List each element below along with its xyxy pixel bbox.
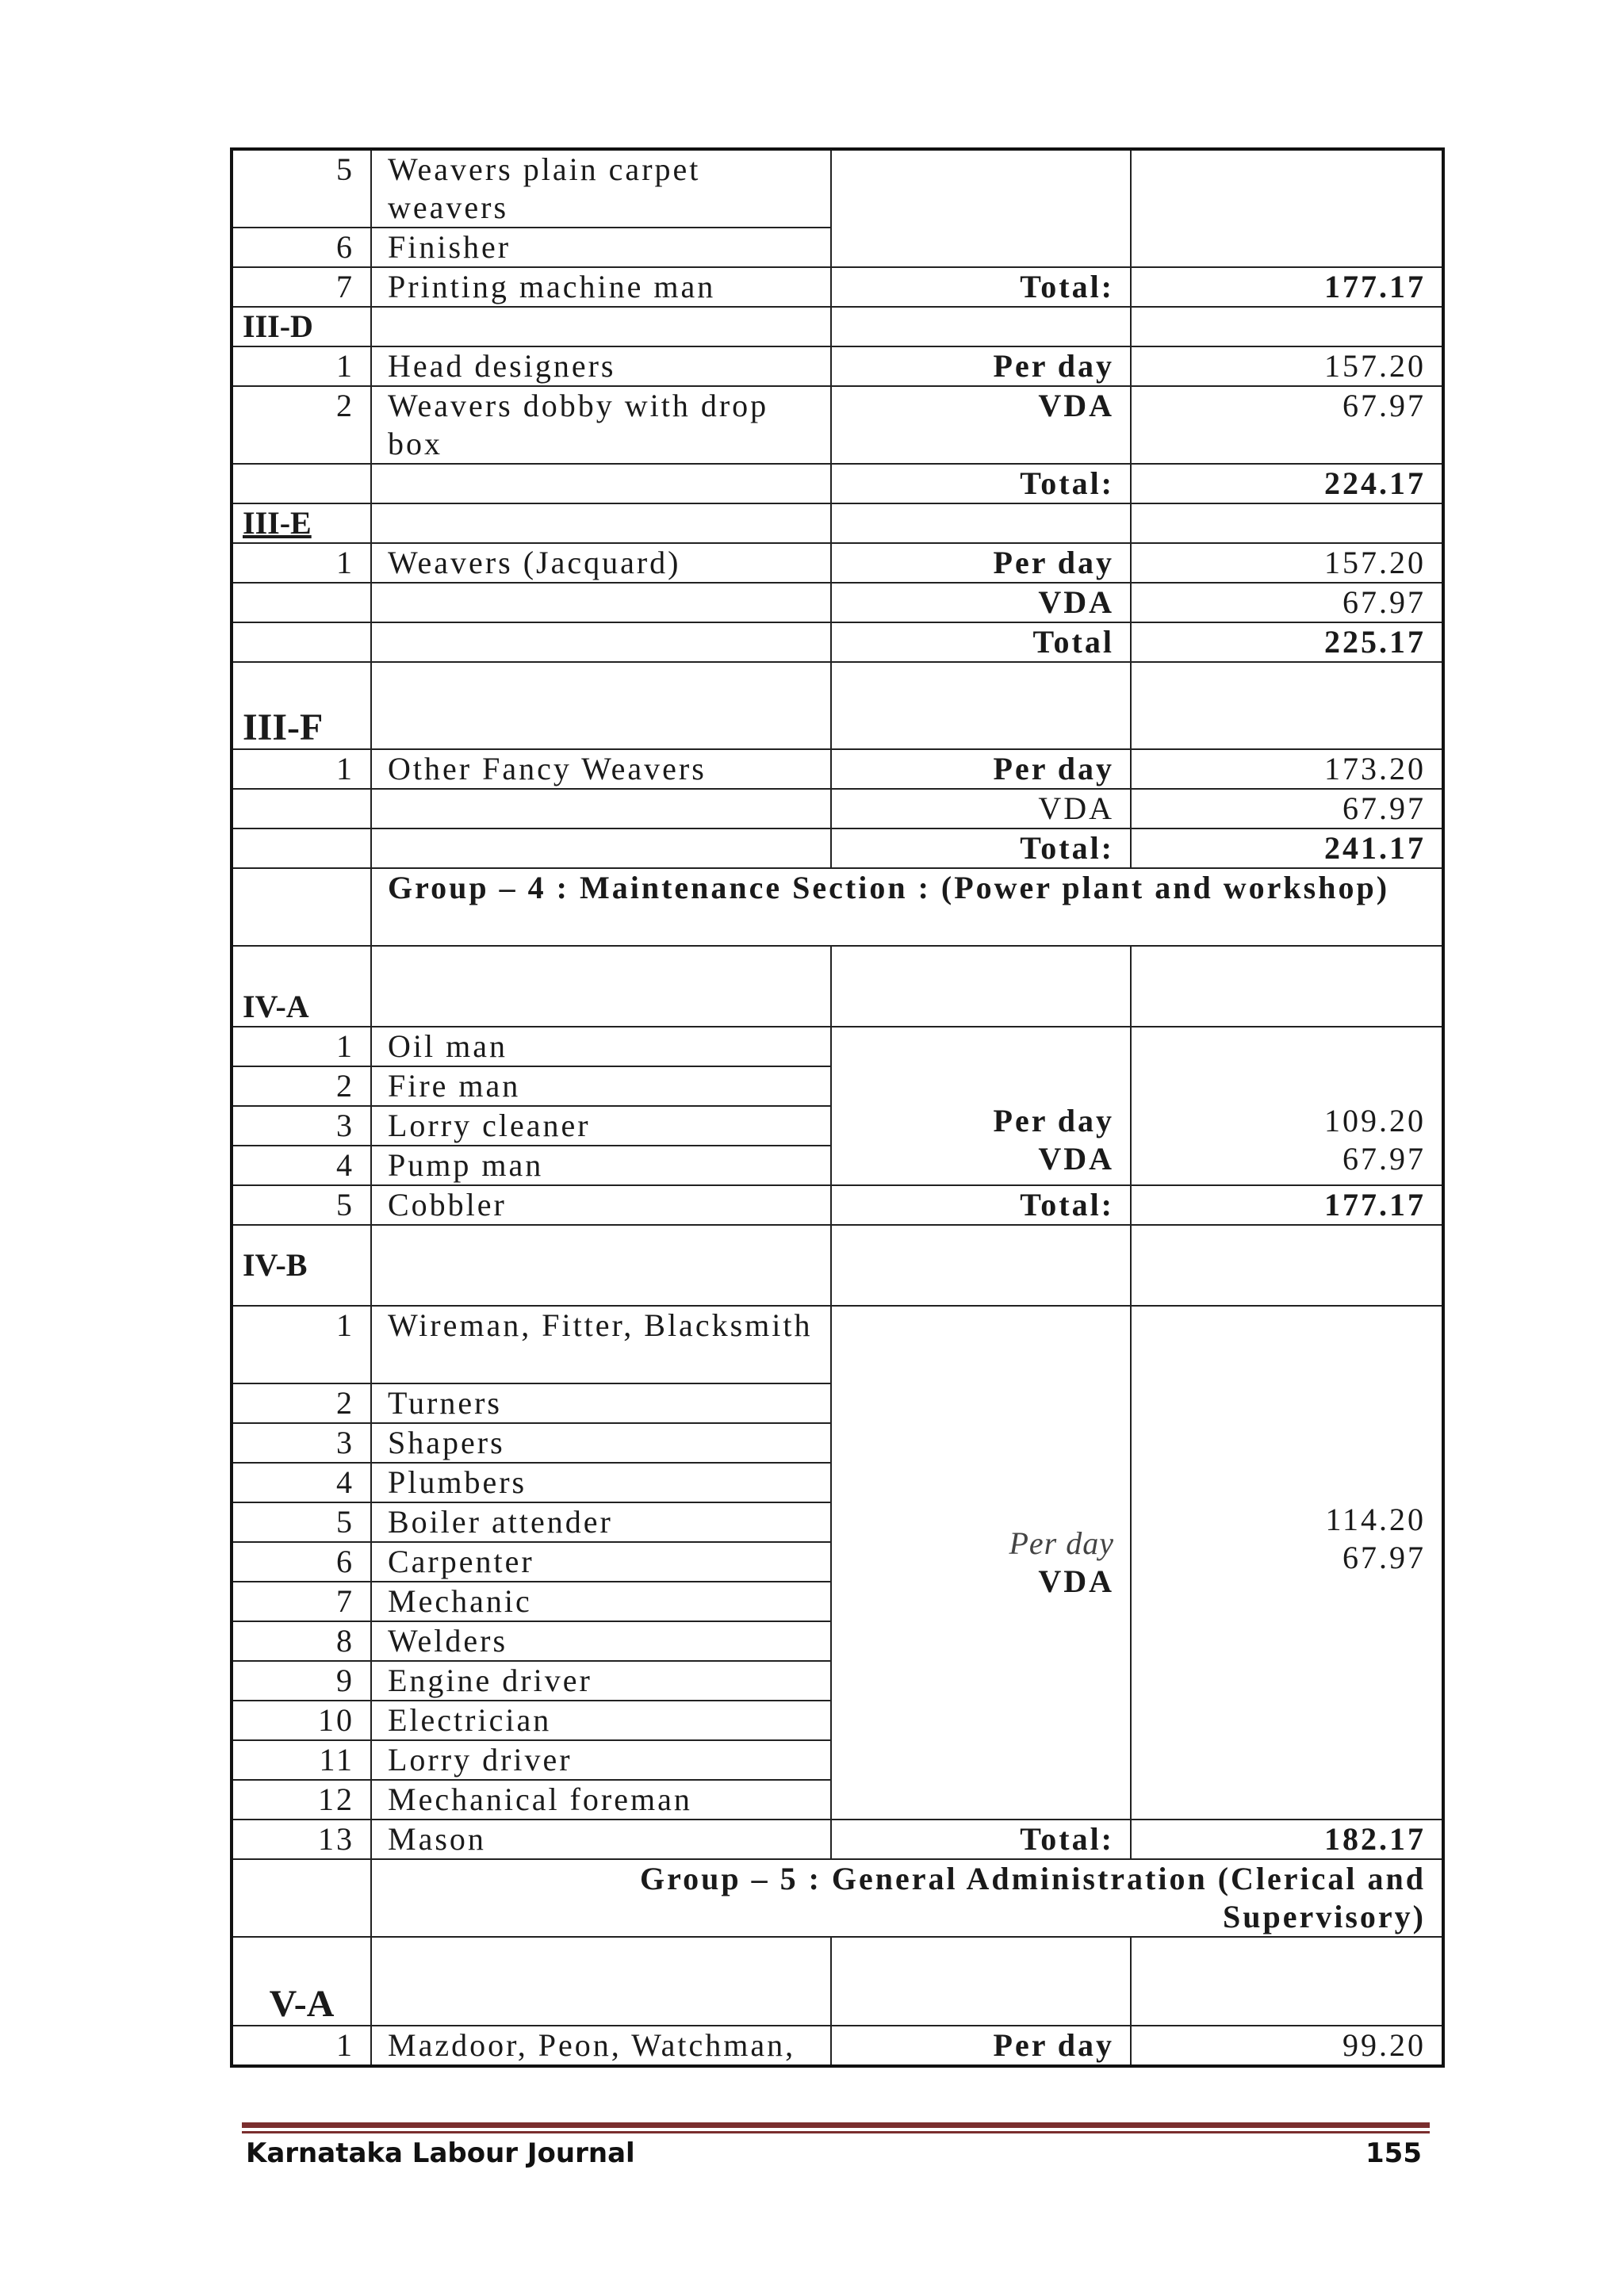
table-row [232,583,1443,622]
occupation-name: Boiler attender [371,1502,831,1542]
wage-label: Total [831,622,1131,662]
wage-label: Per day [993,1103,1114,1138]
page-number: 155 [1365,2137,1422,2169]
wage-total: 177.17 [1131,267,1443,307]
serial-number: 7 [232,1582,371,1621]
wage-value: 157.20 [1131,543,1443,583]
occupation-name: Turners [371,1383,831,1423]
occupation-name: Pump man [371,1146,831,1185]
occupation-name: Electrician [371,1701,831,1740]
wage-label: Total: [831,828,1131,868]
section-code: III-E [243,505,312,541]
wage-label-cell [831,1306,1131,1820]
serial-number: 1 [232,2026,371,2066]
wage-label: Total: [831,464,1131,503]
occupation-name: Other Fancy Weavers [371,749,831,789]
section-code: III-F [243,706,324,748]
wage-total: 225.17 [1131,622,1443,662]
wage-value: 173.20 [1131,749,1443,789]
table-row [232,1185,1443,1225]
wage-label: Per day [1009,1525,1114,1561]
occupation-name: Welders [371,1621,831,1661]
serial-number: 10 [232,1701,371,1740]
wage-label-cell [831,1027,1131,1185]
wage-label: Total: [831,1820,1131,1859]
wage-label: VDA [831,789,1131,828]
occupation-name: Mazdoor, Peon, Watchman, [371,2026,831,2066]
serial-number: 2 [232,386,371,464]
occupation-name: Wireman, Fitter, Blacksmith [371,1306,831,1383]
wage-value: 109.20 [1324,1103,1426,1138]
wage-label: Total: [831,1185,1131,1225]
serial-number: 6 [232,1542,371,1582]
footer-rule [242,2131,1430,2133]
table-row [232,749,1443,789]
wage-label: Per day [831,543,1131,583]
wage-label: Total: [831,267,1131,307]
table-row [232,267,1443,307]
serial-number: 6 [232,228,371,267]
occupation-name: Fire man [371,1066,831,1106]
wage-label: Per day [831,2026,1131,2066]
group-heading: Group – 5 : General Administration (Clerical and Supervisory) [371,1859,1443,1937]
section-code: V-A [269,1983,335,2025]
occupation-name: Shapers [371,1423,831,1463]
serial-number: 7 [232,267,371,307]
wage-value-cell [1131,1306,1443,1820]
table-row [232,1225,1443,1306]
table-row [232,1306,1443,1383]
serial-number: 13 [232,1820,371,1859]
occupation-name: Finisher [371,228,831,267]
serial-number: 1 [232,543,371,583]
table-row [232,946,1443,1027]
section-code: III-D [243,308,313,344]
serial-number: 5 [232,149,371,228]
footer-rule [242,2122,1430,2128]
empty-cell [831,149,1131,267]
empty-cell [1131,149,1443,267]
serial-number: 11 [232,1740,371,1780]
wage-total: 224.17 [1131,464,1443,503]
table-row [232,1937,1443,2026]
wage-value: 114.20 [1325,1502,1426,1537]
occupation-name: Weavers plain carpet weavers [371,149,831,228]
occupation-name: Lorry cleaner [371,1106,831,1146]
table-row [232,346,1443,386]
wage-total: 177.17 [1131,1185,1443,1225]
wage-label: VDA [1038,1563,1114,1599]
table-row [232,386,1443,464]
wage-label: VDA [831,386,1131,464]
table-row [232,307,1443,346]
occupation-name: Mechanical foreman [371,1780,831,1820]
table-row [232,2026,1443,2066]
occupation-name: Mason [371,1820,831,1859]
wage-value: 67.97 [1342,1141,1426,1177]
occupation-name: Weavers (Jacquard) [371,543,831,583]
occupation-name: Plumbers [371,1463,831,1502]
table-row [232,149,1443,228]
wage-value: 99.20 [1131,2026,1443,2066]
occupation-name: Lorry driver [371,1740,831,1780]
serial-number: 12 [232,1780,371,1820]
section-code: IV-B [243,1247,308,1283]
wage-label: VDA [1038,1141,1114,1177]
occupation-name: Engine driver [371,1661,831,1701]
serial-number: 1 [232,1027,371,1066]
serial-number: 4 [232,1146,371,1185]
occupation-name: Printing machine man [371,267,831,307]
serial-number: 5 [232,1502,371,1542]
serial-number: 1 [232,1306,371,1383]
wage-total: 182.17 [1131,1820,1443,1859]
table-row [232,464,1443,503]
table-row [232,503,1443,543]
serial-number: 8 [232,1621,371,1661]
table-row [232,662,1443,749]
occupation-name: Mechanic [371,1582,831,1621]
occupation-name: Head designers [371,346,831,386]
serial-number: 3 [232,1423,371,1463]
group-heading: Group – 4 : Maintenance Section : (Power plant and workshop) [371,868,1443,946]
table-row [232,622,1443,662]
wage-value: 67.97 [1342,1540,1426,1575]
table-row [232,1859,1443,1937]
occupation-name: Weavers dobby with drop box [371,386,831,464]
wage-value: 157.20 [1131,346,1443,386]
occupation-name: Carpenter [371,1542,831,1582]
occupation-name: Cobbler [371,1185,831,1225]
wage-value-cell [1131,1027,1443,1185]
wage-value: 67.97 [1131,386,1443,464]
serial-number: 1 [232,749,371,789]
table-row [232,828,1443,868]
wage-label: VDA [831,583,1131,622]
wage-table [230,147,1445,2068]
serial-number: 3 [232,1106,371,1146]
occupation-name: Oil man [371,1027,831,1066]
serial-number: 5 [232,1185,371,1225]
wage-value: 67.97 [1131,789,1443,828]
table-row [232,543,1443,583]
serial-number: 1 [232,346,371,386]
section-code: IV-A [243,989,309,1024]
wage-label: Per day [831,346,1131,386]
table-row [232,789,1443,828]
serial-number: 9 [232,1661,371,1701]
wage-label: Per day [831,749,1131,789]
serial-number: 4 [232,1463,371,1502]
wage-value: 67.97 [1131,583,1443,622]
wage-total: 241.17 [1131,828,1443,868]
serial-number: 2 [232,1066,371,1106]
table-row [232,868,1443,946]
table-row [232,1027,1443,1066]
serial-number: 2 [232,1383,371,1423]
table-row [232,1820,1443,1859]
journal-name: Karnataka Labour Journal [246,2137,635,2169]
